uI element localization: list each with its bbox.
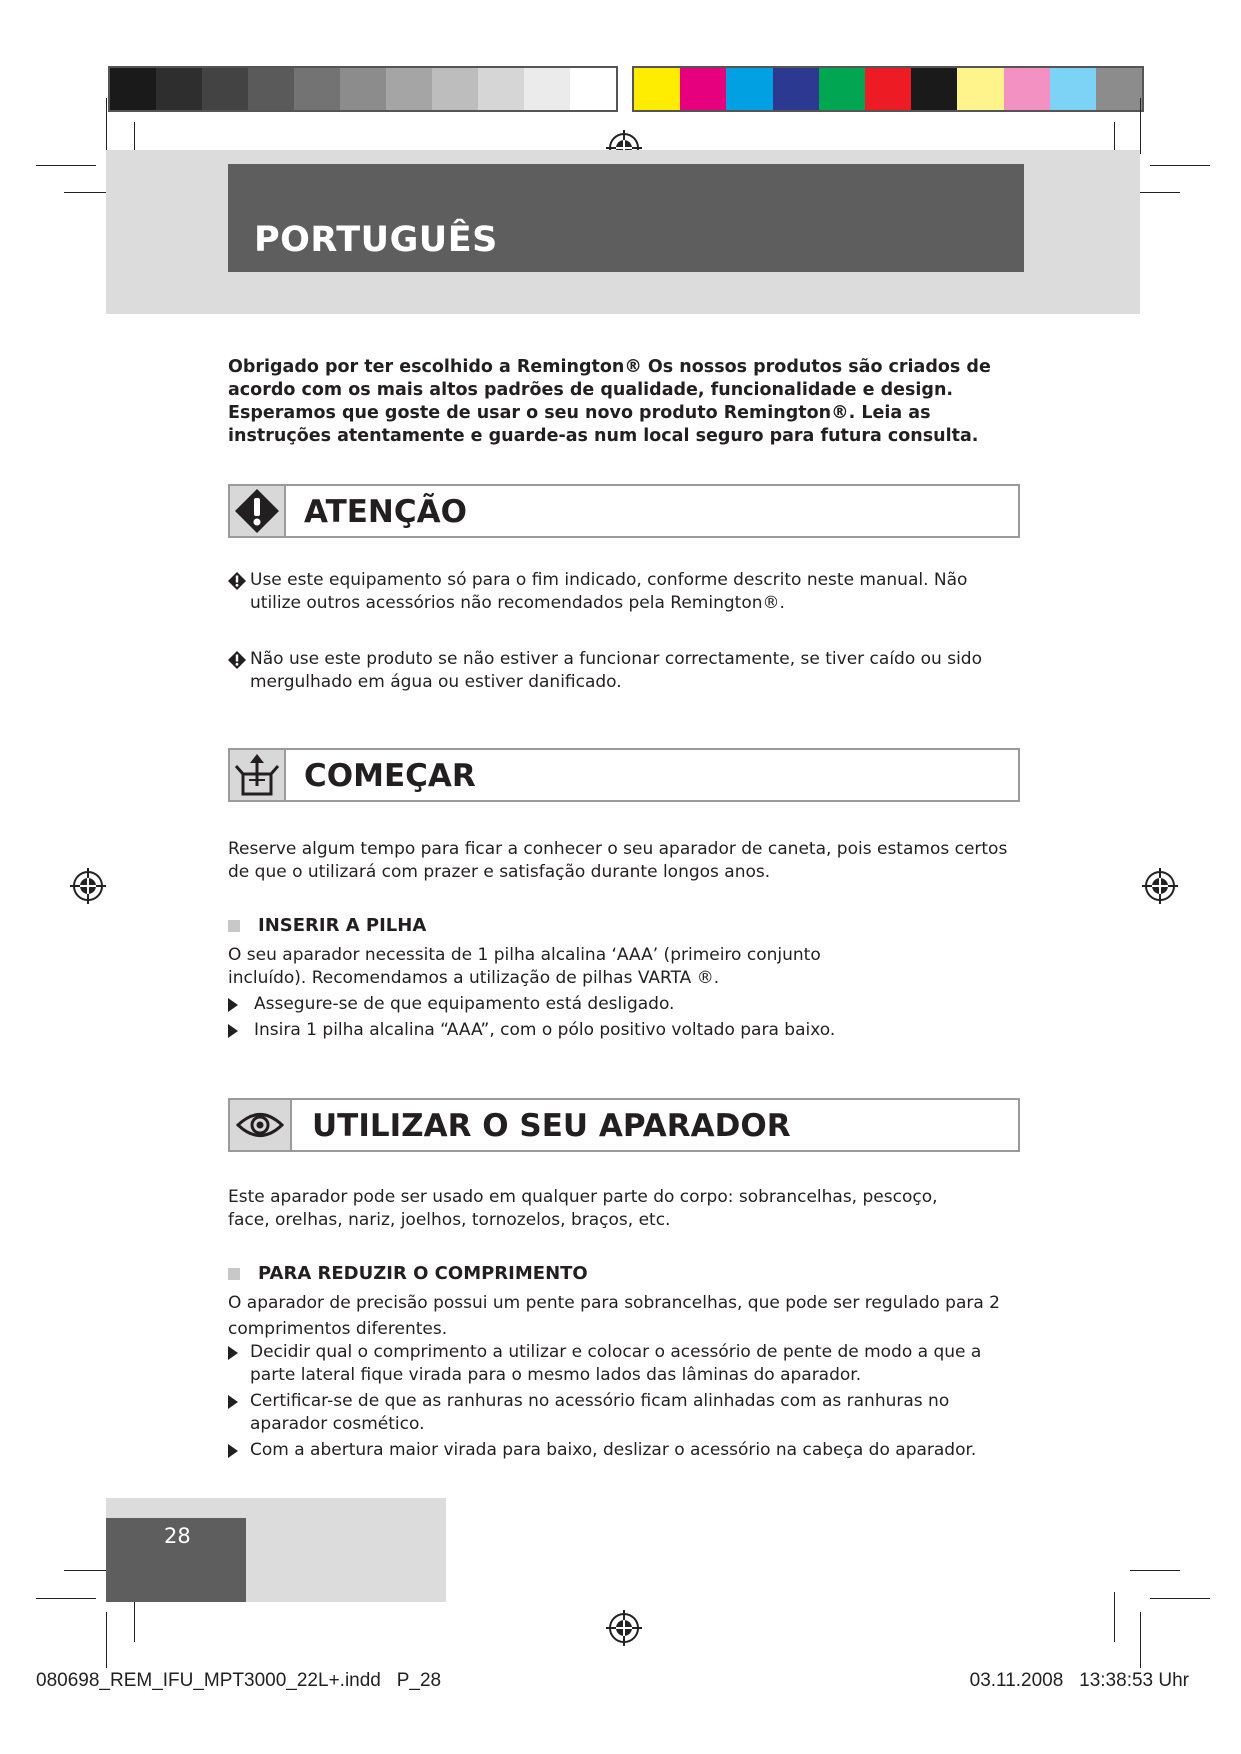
page-title: PORTUGUÊS <box>254 220 498 260</box>
crop-mark <box>1130 1570 1180 1571</box>
color-swatch <box>294 68 340 110</box>
color-swatch <box>340 68 386 110</box>
list-item <box>228 569 1018 615</box>
color-swatch <box>773 68 819 110</box>
list-item <box>228 1390 1018 1436</box>
open-box-icon <box>234 752 280 798</box>
section-body-utilizar: Este aparador pode ser usado em qualquer parte do corpo: sobrancelhas, pescoço, face, orelhas, nariz, joelhos, tornozelos, braços, etc. <box>228 1187 938 1230</box>
section-header-utilizar <box>228 1098 1020 1152</box>
color-swatch <box>1004 68 1050 110</box>
list-item <box>228 993 1018 1016</box>
triangle-bullet-icon <box>228 1024 238 1038</box>
color-swatch <box>1050 68 1096 110</box>
section-header-comecar <box>228 748 1020 802</box>
intro-paragraph: Obrigado por ter escolhido a Remington® Os nossos produtos são criados de acordo com os mais altos padrões de qualidade, funcionalidade e design. Esperamos que goste de usar o seu novo produto Remington®. Leia as instruções atentamente e guarde-as num local seguro para futura consulta. <box>228 357 991 446</box>
crop-mark <box>1114 1592 1115 1642</box>
triangle-bullet-icon <box>228 1444 238 1458</box>
subheading-reduzir <box>228 1263 588 1284</box>
warning-diamond-icon <box>233 487 281 535</box>
section-icon-cell <box>230 750 286 800</box>
grayscale-color-bar <box>108 66 618 112</box>
footer-file-slug: 080698_REM_IFU_MPT3000_22L+.indd P_28 <box>36 1670 442 1691</box>
list-item-text: Assegure-se de que equipamento está desligado. <box>254 994 675 1014</box>
eye-icon <box>236 1110 284 1140</box>
section-title-atencao: ATENÇÃO <box>304 494 467 530</box>
section-title-comecar: COMEÇAR <box>304 758 476 794</box>
list-item <box>228 1019 1018 1042</box>
header-title-box <box>228 164 1024 272</box>
list-item-text: Insira 1 pilha alcalina “AAA”, com o pólo positivo voltado para baixo. <box>254 1020 836 1040</box>
section-header-atencao <box>228 484 1020 538</box>
crop-mark <box>106 1612 107 1668</box>
section-body-comecar: Reserve algum tempo para ficar a conhecer o seu aparador de caneta, pois estamos certos de que o utilizará com prazer e satisfação durante longos anos. <box>228 839 1008 882</box>
subsection-body: O aparador de precisão possui um pente para sobrancelhas, que pode ser regulado para 2 comprimentos diferentes. <box>228 1293 1000 1339</box>
subheading-text: INSERIR A PILHA <box>258 915 427 936</box>
subheading-text: PARA REDUZIR O COMPRIMENTO <box>258 1263 588 1284</box>
color-swatch <box>680 68 726 110</box>
footer-timestamp: 03.11.2008 13:38:53 Uhr <box>969 1670 1189 1691</box>
section-icon-cell <box>230 1100 292 1150</box>
color-swatch <box>156 68 202 110</box>
list-item-text: Com a abertura maior virada para baixo, deslizar o acessório na cabeça do aparador. <box>250 1440 977 1460</box>
square-bullet-icon <box>228 1268 240 1280</box>
crop-mark <box>1150 1598 1210 1599</box>
color-swatch <box>110 68 156 110</box>
list-item-text: Decidir qual o comprimento a utilizar e colocar o acessório de pente de modo a que a parte lateral fique virada para o mesmo lados das lâminas do aparador. <box>250 1342 982 1385</box>
process-color-bar <box>632 66 1144 112</box>
warning-bullet-icon <box>228 572 246 590</box>
subsection-body: O seu aparador necessita de 1 pilha alcalina ‘AAA’ (primeiro conjunto incluído). Recomendamos a utilização de pilhas VARTA ®. <box>228 945 821 988</box>
square-bullet-icon <box>228 920 240 932</box>
color-swatch <box>432 68 478 110</box>
color-swatch <box>865 68 911 110</box>
list-item-text: Use este equipamento só para o fim indicado, conforme descrito neste manual. Não utilize outros acessórios não recomendados pela Remington®. <box>250 570 968 613</box>
color-swatch <box>202 68 248 110</box>
registration-mark-icon <box>1140 866 1180 906</box>
crop-mark <box>36 1598 96 1599</box>
list-item <box>228 1439 1018 1462</box>
crop-mark <box>106 98 107 154</box>
color-swatch <box>726 68 772 110</box>
section-title-utilizar: UTILIZAR O SEU APARADOR <box>312 1108 791 1144</box>
color-swatch <box>524 68 570 110</box>
color-swatch <box>819 68 865 110</box>
list-item <box>228 1341 1018 1387</box>
triangle-bullet-icon <box>228 1346 238 1360</box>
color-swatch <box>957 68 1003 110</box>
warning-bullet-icon <box>228 651 246 669</box>
crop-mark <box>1150 165 1210 166</box>
page-number: 28 <box>164 1524 191 1548</box>
list-item-text: Não use este produto se não estiver a funcionar correctamente, se tiver caído ou sido mergulhado em água ou estiver danificado. <box>250 649 982 692</box>
list-item-text: Certificar-se de que as ranhuras no acessório ficam alinhadas com as ranhuras no aparador cosmético. <box>250 1391 950 1434</box>
color-swatch <box>478 68 524 110</box>
section-icon-cell <box>230 486 286 536</box>
registration-mark-icon <box>604 1608 644 1648</box>
color-swatch <box>634 68 680 110</box>
registration-mark-icon <box>68 866 108 906</box>
color-swatch <box>386 68 432 110</box>
color-swatch <box>911 68 957 110</box>
subheading-inserir-pilha <box>228 915 426 936</box>
crop-mark <box>1140 98 1141 154</box>
triangle-bullet-icon <box>228 998 238 1012</box>
page-number-box <box>106 1518 246 1602</box>
list-item <box>228 648 1018 694</box>
color-swatch <box>248 68 294 110</box>
triangle-bullet-icon <box>228 1395 238 1409</box>
color-swatch <box>570 68 616 110</box>
crop-mark <box>1140 1612 1141 1668</box>
crop-mark <box>36 165 96 166</box>
color-swatch <box>1096 68 1142 110</box>
